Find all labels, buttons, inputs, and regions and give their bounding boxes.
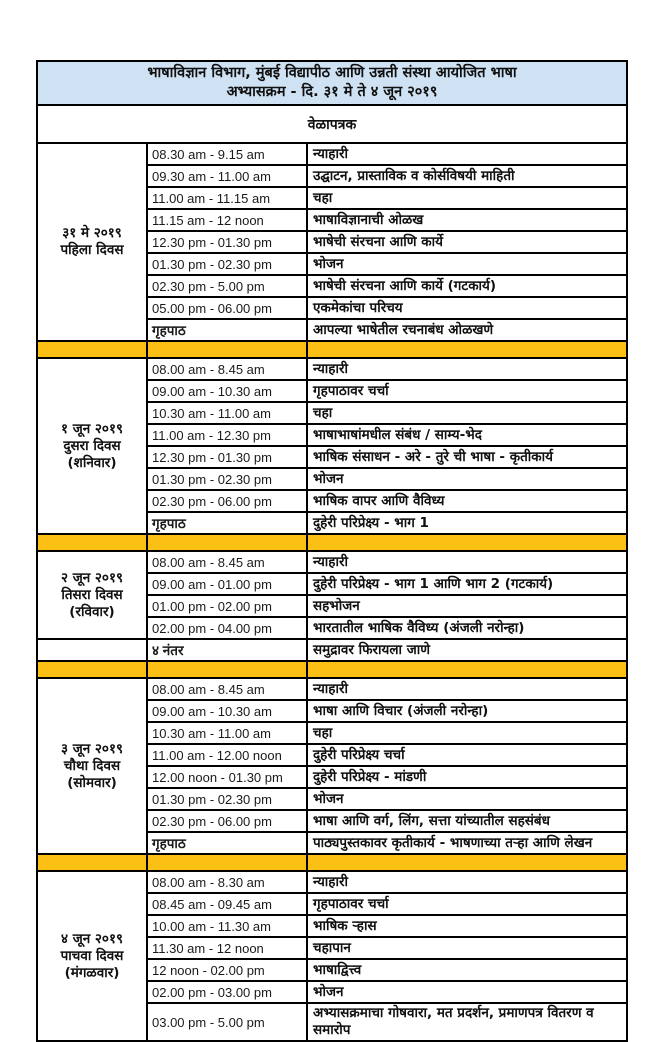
time-cell: 08.00 am - 8.45 am xyxy=(147,678,307,700)
activity-cell: गृहपाठावर चर्चा xyxy=(307,380,627,402)
title-row xyxy=(37,61,627,105)
time-cell: 01.30 pm - 02.30 pm xyxy=(147,468,307,490)
empty-day-cell xyxy=(37,639,147,661)
day-label-line: पाचवा दिवस xyxy=(60,947,124,964)
time-cell: 09.00 am - 10.30 am xyxy=(147,380,307,402)
time-cell: 12.30 pm - 01.30 pm xyxy=(147,231,307,253)
time-cell: 08.00 am - 8.30 am xyxy=(147,871,307,893)
day-cell xyxy=(37,143,147,341)
day-label-line: पहिला दिवस xyxy=(60,242,124,258)
time-cell: 05.00 pm - 06.00 pm xyxy=(147,297,307,319)
activity-cell: भारतातील भाषिक वैविध्य (अंजली नरोन्हा) xyxy=(307,617,627,639)
day-label-line: २ जून २०१९ xyxy=(60,569,123,586)
subtitle-row xyxy=(37,105,627,143)
activity-cell: भाषिक ऱ्हास xyxy=(307,915,627,937)
activity-cell: भाषाद्वित्त्व xyxy=(307,959,627,981)
schedule-row xyxy=(37,639,627,661)
activity-cell: चहा xyxy=(307,722,627,744)
day-cell xyxy=(37,871,147,1041)
activity-cell: चहा xyxy=(307,187,627,209)
time-cell: गृहपाठ xyxy=(147,832,307,854)
schedule-row xyxy=(37,143,627,165)
separator-row xyxy=(37,661,627,678)
time-cell: 01.30 pm - 02.30 pm xyxy=(147,788,307,810)
activity-cell: भाषा आणि विचार (अंजली नरोन्हा) xyxy=(307,700,627,722)
activity-cell: भोजन xyxy=(307,981,627,1003)
activity-cell: चहा xyxy=(307,402,627,424)
separator-cell xyxy=(147,341,307,358)
separator-row xyxy=(37,341,627,358)
activity-cell: भाषिक संसाधन - अरे - तुरे ची भाषा - कृतीकार्य xyxy=(307,446,627,468)
activity-cell: न्याहारी xyxy=(307,678,627,700)
activity-cell: भाषिक वापर आणि वैविध्य xyxy=(307,490,627,512)
activity-cell: सहभोजन xyxy=(307,595,627,617)
activity-cell: दुहेरी परिप्रेक्ष्य - भाग 1 आणि भाग 2 (गटकार्य) xyxy=(307,573,627,595)
document-title-line1: भाषाविज्ञान विभाग, मुंबई विद्यापीठ आणि उन्नती संस्था आयोजित भाषा xyxy=(147,65,517,81)
schedule-row xyxy=(37,871,627,893)
time-cell: 02.30 pm - 06.00 pm xyxy=(147,490,307,512)
separator-row xyxy=(37,854,627,871)
time-cell: 08.00 am - 8.45 am xyxy=(147,551,307,573)
time-cell: गृहपाठ xyxy=(147,319,307,341)
separator-row xyxy=(37,534,627,551)
activity-cell: न्याहारी xyxy=(307,358,627,380)
time-cell: गृहपाठ xyxy=(147,512,307,534)
activity-cell: भोजन xyxy=(307,788,627,810)
activity-cell: भाषेची संरचना आणि कार्ये (गटकार्य) xyxy=(307,275,627,297)
time-cell: ४ नंतर xyxy=(147,639,307,661)
activity-cell: पाठ्यपुस्तकावर कृतीकार्य - भाषणाच्या तऱ्हा आणि लेखन xyxy=(307,832,627,854)
time-cell: 08.45 am - 09.45 am xyxy=(147,893,307,915)
timetable-sheet xyxy=(36,60,626,1042)
time-cell: 09.00 am - 10.30 am xyxy=(147,700,307,722)
time-cell: 02.30 pm - 5.00 pm xyxy=(147,275,307,297)
separator-cell xyxy=(307,854,627,871)
activity-cell: गृहपाठावर चर्चा xyxy=(307,893,627,915)
day-label-line: दुसरा दिवस xyxy=(63,437,121,454)
day-label-line: ३१ मे २०१९ xyxy=(62,225,122,241)
day-label-line: तिसरा दिवस xyxy=(61,586,123,603)
separator-cell xyxy=(147,534,307,551)
time-cell: 10.30 am - 11.00 am xyxy=(147,722,307,744)
time-cell: 12.00 noon - 01.30 pm xyxy=(147,766,307,788)
time-cell: 02.00 pm - 04.00 pm xyxy=(147,617,307,639)
time-cell: 12.30 pm - 01.30 pm xyxy=(147,446,307,468)
time-cell: 08.00 am - 8.45 am xyxy=(147,358,307,380)
time-cell: 03.00 pm - 5.00 pm xyxy=(147,1003,307,1041)
schedule-row xyxy=(37,551,627,573)
timetable-table xyxy=(36,60,628,1042)
separator-cell xyxy=(307,661,627,678)
activity-cell: भोजन xyxy=(307,253,627,275)
activity-cell: भाषेची संरचना आणि कार्ये xyxy=(307,231,627,253)
day-label-line: (मंगळवार) xyxy=(64,964,120,981)
separator-cell xyxy=(37,854,147,871)
separator-cell xyxy=(307,534,627,551)
day-label-line: चौथा दिवस xyxy=(63,757,121,774)
activity-cell: दुहेरी परिप्रेक्ष्य चर्चा xyxy=(307,744,627,766)
time-cell: 01.00 pm - 02.00 pm xyxy=(147,595,307,617)
activity-cell: न्याहारी xyxy=(307,551,627,573)
activity-cell: आपल्या भाषेतील रचनाबंध ओळखणे xyxy=(307,319,627,341)
activity-cell: दुहेरी परिप्रेक्ष्य - भाग 1 xyxy=(307,512,627,534)
time-cell: 11.00 am - 12.30 pm xyxy=(147,424,307,446)
activity-cell: उद्घाटन, प्रास्ताविक व कोर्सविषयी माहिती xyxy=(307,165,627,187)
day-label-line: (रविवार) xyxy=(69,603,115,620)
time-cell: 10.30 am - 11.00 am xyxy=(147,402,307,424)
separator-cell xyxy=(37,341,147,358)
time-cell: 11.15 am - 12 noon xyxy=(147,209,307,231)
activity-cell: भाषाविज्ञानाची ओळख xyxy=(307,209,627,231)
day-label-line: ४ जून २०१९ xyxy=(60,930,123,947)
document-title-line2: अभ्यासक्रम - दि. ३१ मे ते ४ जून २०१९ xyxy=(226,84,438,100)
time-cell: 11.00 am - 11.15 am xyxy=(147,187,307,209)
day-cell xyxy=(37,358,147,534)
activity-cell: समुद्रावर फिरायला जाणे xyxy=(307,639,627,661)
separator-cell xyxy=(37,534,147,551)
activity-cell: भोजन xyxy=(307,468,627,490)
activity-cell: भाषा आणि वर्ग, लिंग, सत्ता यांच्यातील सहसंबंध xyxy=(307,810,627,832)
activity-cell: एकमेकांचा परिचय xyxy=(307,297,627,319)
time-cell: 10.00 am - 11.30 am xyxy=(147,915,307,937)
separator-cell xyxy=(147,854,307,871)
day-label-line: ३ जून २०१९ xyxy=(60,740,123,757)
time-cell: 11.30 am - 12 noon xyxy=(147,937,307,959)
time-cell: 02.00 pm - 03.00 pm xyxy=(147,981,307,1003)
document-title xyxy=(37,61,627,105)
separator-cell xyxy=(37,661,147,678)
time-cell: 11.00 am - 12.00 noon xyxy=(147,744,307,766)
activity-cell: दुहेरी परिप्रेक्ष्य - मांडणी xyxy=(307,766,627,788)
time-cell: 12 noon - 02.00 pm xyxy=(147,959,307,981)
day-cell xyxy=(37,678,147,854)
activity-cell: भाषाभाषांमधील संबंध / साम्य-भेद xyxy=(307,424,627,446)
time-cell: 01.30 pm - 02.30 pm xyxy=(147,253,307,275)
schedule-row xyxy=(37,358,627,380)
activity-cell: चहापान xyxy=(307,937,627,959)
activity-cell: न्याहारी xyxy=(307,143,627,165)
separator-cell xyxy=(307,341,627,358)
day-label-line: (सोमवार) xyxy=(67,774,117,791)
activity-cell: न्याहारी xyxy=(307,871,627,893)
time-cell: 09.00 am - 01.00 pm xyxy=(147,573,307,595)
schedule-row xyxy=(37,678,627,700)
time-cell: 09.30 am - 11.00 am xyxy=(147,165,307,187)
time-cell: 02.30 pm - 06.00 pm xyxy=(147,810,307,832)
time-cell: 08.30 am - 9.15 am xyxy=(147,143,307,165)
separator-cell xyxy=(147,661,307,678)
activity-cell: अभ्यासक्रमाचा गोषवारा, मत प्रदर्शन, प्रमाणपत्र वितरण व समारोप xyxy=(307,1003,627,1041)
day-label-line: १ जून २०१९ xyxy=(60,420,123,437)
day-label-line: (शनिवार) xyxy=(67,454,117,471)
day-cell xyxy=(37,551,147,639)
document-subtitle: वेळापत्रक xyxy=(37,105,627,143)
